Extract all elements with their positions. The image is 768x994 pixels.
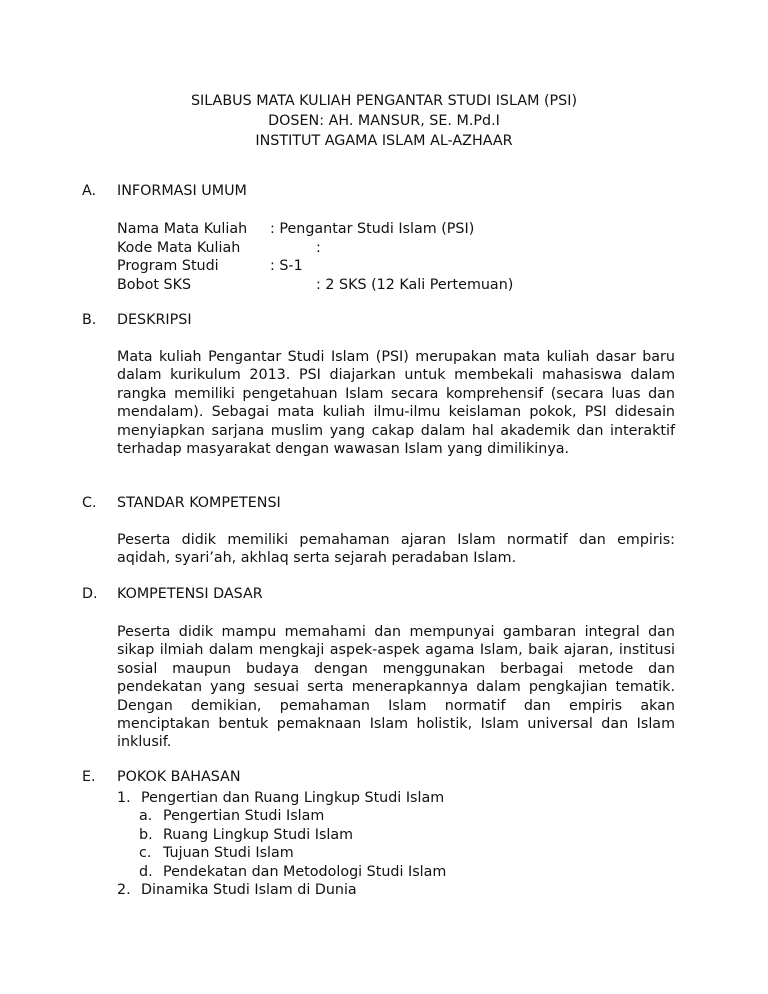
list-number: 2. xyxy=(117,881,131,898)
list-text: Dinamika Studi Islam di Dunia xyxy=(141,881,357,898)
header-lecturer: DOSEN: AH. MANSUR, SE. M.Pd.I xyxy=(268,113,500,129)
section-letter: B. xyxy=(82,312,97,328)
section-letter: A. xyxy=(82,183,97,199)
info-value: : 2 SKS (12 Kali Pertemuan) xyxy=(316,276,514,293)
section-b-heading xyxy=(82,311,192,329)
info-label: Bobot SKS xyxy=(117,276,192,293)
section-c-heading xyxy=(82,494,281,512)
section-e-heading xyxy=(82,768,241,786)
section-a-heading xyxy=(82,182,247,200)
section-title: DESKRIPSI xyxy=(117,312,192,328)
section-d-heading xyxy=(82,585,263,603)
sub-list-letter: b. xyxy=(139,826,153,843)
document-header xyxy=(0,91,768,151)
kompetensi-dasar-paragraph: Peserta didik mampu memahami dan mempunyai gambaran integral dan sikap ilmiah dalam mengkaji aspek-aspek agama Islam, baik ajaran, institusi sosial maupun budaya dengan menggunakan berbagai metode dan pendekatan yang sesuai serta menerapkannya dalam pengkajian tematik. Dengan demikian, pemahaman Islam normatif dan empiris akan menciptakan bentuk pemaknaan Islam holistik, Islam universal dan Islam inklusif. xyxy=(117,624,675,751)
section-title: INFORMASI UMUM xyxy=(117,183,247,199)
section-title: KOMPETENSI DASAR xyxy=(117,586,263,602)
sub-list-letter: c. xyxy=(139,845,152,862)
standar-kompetensi-paragraph: Peserta didik memiliki pemahaman ajaran Islam normatif dan empiris: aqidah, syari’ah, akhlaq serta sejarah peradaban Islam. xyxy=(117,532,675,567)
info-label: Program Studi xyxy=(117,258,219,275)
section-title: STANDAR KOMPETENSI xyxy=(117,495,281,511)
sub-list-text: Ruang Lingkup Studi Islam xyxy=(163,826,354,843)
section-title: POKOK BAHASAN xyxy=(117,769,241,785)
sub-list-text: Tujuan Studi Islam xyxy=(163,845,294,862)
info-value: : Pengantar Studi Islam (PSI) xyxy=(270,221,475,237)
list-text: Pengertian dan Ruang Lingkup Studi Islam xyxy=(141,790,445,806)
header-title: SILABUS MATA KULIAH PENGANTAR STUDI ISLAM (PSI) xyxy=(190,93,578,109)
section-letter: C. xyxy=(82,495,97,511)
header-institution: INSTITUT AGAMA ISLAM AL-AZHAAR xyxy=(255,133,513,149)
info-value: : S-1 xyxy=(270,258,303,275)
info-label: Kode Mata Kuliah xyxy=(117,239,241,256)
info-label: Nama Mata Kuliah xyxy=(117,221,248,237)
section-letter: E. xyxy=(82,769,96,785)
info-value: : xyxy=(316,239,321,256)
sub-list-text: Pendekatan dan Metodologi Studi Islam xyxy=(163,863,447,880)
sub-list-text: Pengertian Studi Islam xyxy=(163,808,325,825)
sub-list-letter: d. xyxy=(139,863,153,880)
sub-list-letter: a. xyxy=(139,808,153,825)
deskripsi-paragraph: Mata kuliah Pengantar Studi Islam (PSI) merupakan mata kuliah dasar baru dalam kurikulum 2013. PSI diajarkan untuk membekali mahasiswa dalam rangka memiliki pengetahuan Islam secara komprehensif (secara luas dan mendalam). Sebagai mata kuliah ilmu-ilmu keislaman pokok, PSI didesain menyiapkan sarjana muslim yang cakap dalam hal akademik dan interaktif terhadap masyarakat dengan wawasan Islam yang dimilikinya. xyxy=(117,349,675,458)
list-number: 1. xyxy=(117,790,131,806)
section-letter: D. xyxy=(82,586,98,602)
